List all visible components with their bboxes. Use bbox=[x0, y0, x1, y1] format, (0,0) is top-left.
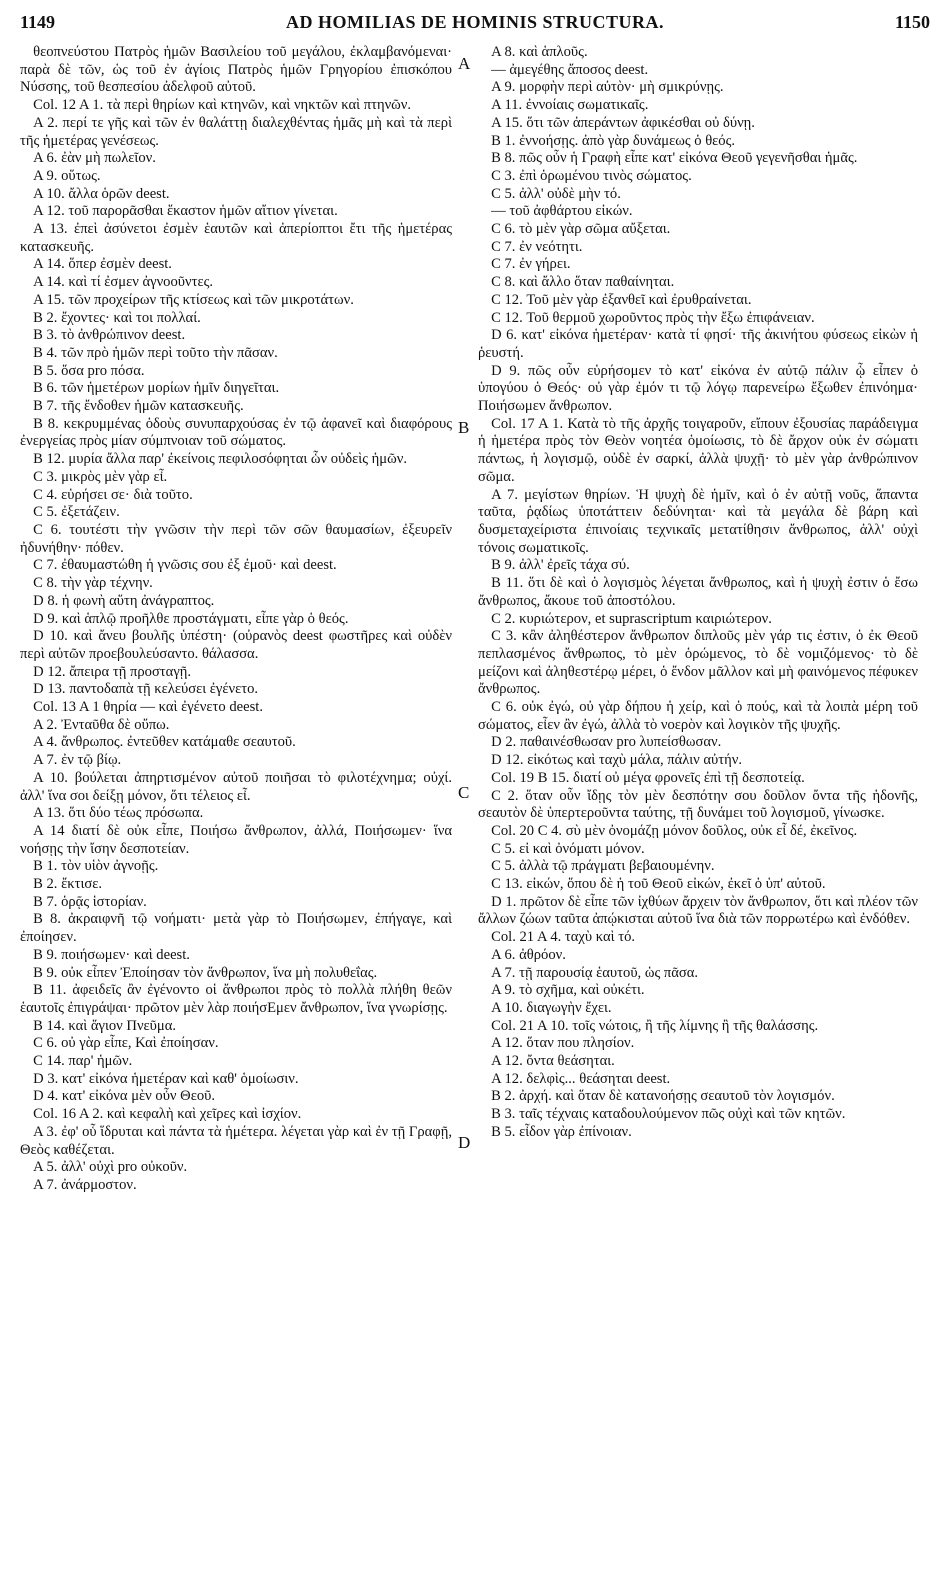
note-entry: B 11. ἀφειδεῖς ἂν ἐγένοντο οἱ ἄνθρωποι πρὸς τὸ πολλὰ πλήθη θεῶν ἑαυτοῖς ἐπιγράψαι· πρῶτον μὲν λὰρ ποιήσΕμεν ἄνθρωπον, ἵνα γνωρίσῃς. bbox=[20, 982, 452, 1016]
note-entry: Col. 16 A 2. καὶ κεφαλὴ καὶ χεῖρες καὶ ἰσχίον. bbox=[33, 1106, 302, 1123]
note-entry: A 10. βούλεται ἀπηρτισμένον αὐτοῦ ποιῆσαι τὸ φιλοτέχνημα; οὐχί. ἀλλ' ἵνα σοι δείξῃ μόνον, ὅτι τέλειος εἶ. bbox=[20, 769, 452, 804]
note-entry: A 9. μορφὴν περὶ αὐτὸν· μὴ σμικρύνῃς. bbox=[491, 79, 724, 96]
note-entry: Col. 21 A 4. ταχὺ καὶ τό. bbox=[491, 929, 636, 946]
note-entry: D 6. κατ' εἰκόνα ἡμετέραν· κατὰ τί φησί· τῆς ἀκινήτου φύσεως εἰκὼν ἡ ῥευστή. bbox=[478, 327, 918, 361]
note-entry: B 4. τῶν πρὸ ἡμῶν περὶ τοῦτο τὴν πᾶσαν. bbox=[33, 344, 278, 361]
note-entry: A 6. ἀθρόον. bbox=[491, 946, 566, 963]
note-entry: B 3. τὸ ἀνθρώπινον deest. bbox=[33, 327, 186, 344]
note-entry: D 12. εἰκότως καὶ ταχὺ μάλα, πάλιν αὐτήν. bbox=[491, 752, 742, 769]
note-entry: C 6. οὐ γὰρ εἶπε, Καὶ ἐποίησαν. bbox=[33, 1035, 219, 1052]
note-entry: Col. 20 C 4. σὺ μὲν ὀνομάζῃ μόνον δοῦλος, οὐκ εἶ δέ, ἐκεῖνος. bbox=[491, 822, 858, 839]
note-entry: A 7. τῇ παρουσίᾳ ἑαυτοῦ, ὡς πᾶσα. bbox=[491, 964, 699, 981]
note-entry: C 5. ἐξετάζειν. bbox=[33, 504, 120, 521]
margin-letter-a: A bbox=[458, 54, 471, 73]
note-entry: Col. 13 A 1 θηρία — καὶ ἐγένετο deest. bbox=[33, 699, 263, 716]
note-entry: B 1. ἐννοήσῃς. ἀπὸ γὰρ δυνάμεως ὁ θεός. bbox=[491, 132, 736, 149]
note-entry: C 6. οὐκ ἐγώ, οὐ γὰρ δήπου ἡ χείρ, καὶ ὁ πούς, καὶ τὰ λοιπὰ μέρη τοῦ σώματος, εἶεν ἂν ἐγώ, ἀλλὰ τὸ νοερὸν καὶ λογικὸν τῆς ψυχῆς. bbox=[478, 699, 918, 733]
note-entry: B 2. ἔκτισε. bbox=[33, 876, 103, 893]
page-number-right: 1150 bbox=[894, 12, 930, 32]
margin-letter-d: D bbox=[458, 1133, 471, 1152]
note-entry: C 6. τουτέστι τὴν γνῶσιν τὴν περὶ τῶν σῶν θαυμασίων, ἐξευρεῖν ἠδυνήθην· πόθεν. bbox=[20, 521, 452, 556]
note-entry: C 12. Τοῦ μὲν γὰρ ἐξανθεῖ καὶ ἐρυθραίνεται. bbox=[491, 291, 752, 308]
note-entry: C 3. ἐπὶ ὁρωμένου τινὸς σώματος. bbox=[491, 167, 692, 184]
note-entry: D 2. παθαινέσθωσαν pro λυπείσθωσαν. bbox=[491, 734, 722, 751]
running-title: AD HOMILIAS DE HOMINIS STRUCTURA. bbox=[285, 12, 665, 32]
note-entry: C 5. εἰ καὶ ὀνόματι μόνον. bbox=[491, 840, 645, 857]
note-entry: B 8. κεκρυμμένας ὁδοὺς συνυπαρχούσας ἐν τῷ ἀφανεῖ καὶ διαφόρους ἐνεργείας πρὸς μίαν σύμπνοιαν τοῦ σώματος. bbox=[20, 415, 452, 450]
note-entry: A 9. οὕτως. bbox=[33, 167, 101, 184]
note-entry: C 7. ἐν γήρει. bbox=[491, 256, 571, 273]
note-entry: D 13. παντοδαπὰ τῇ κελεύσει ἐγένετο. bbox=[33, 681, 259, 698]
note-entry: A 14. ὅπερ ἐσμὲν deest. bbox=[33, 256, 172, 273]
note-entry: D 1. πρῶτον δὲ εἶπε τῶν ἰχθύων ἄρχειν τὸν ἄνθρωπον, ὅτι καὶ πλέον τῶν ἄλλων ζώων ταῦτα ἀπῴκισται αὐτοῦ ἵνα διὰ τῶν πορρωτέρω καὶ ἐνδόθεν. bbox=[478, 893, 918, 928]
note-entry: — τοῦ ἀφθάρτου εἰκών. bbox=[491, 203, 633, 220]
note-entry: A 12. δελφὶς... θεάσηται deest. bbox=[491, 1070, 671, 1087]
note-entry: A 10. διαγωγὴν ἔχει. bbox=[491, 999, 612, 1016]
note-entry: D 3. κατ' εἰκόνα ἡμετέραν καὶ καθ' ὁμοίωσιν. bbox=[33, 1070, 299, 1087]
note-entry: B 5. ὅσα pro πόσα. bbox=[33, 362, 145, 379]
note-entry: B 12. μυρία ἄλλα παρ' ἐκείνοις πεφιλοσόφηται ὧν οὐδεὶς ἡμῶν. bbox=[33, 451, 407, 468]
note-entry: B 7. ὁρᾷς ἱστορίαν. bbox=[33, 893, 147, 910]
note-entry: B 5. εἶδον γὰρ ἐπίνοιαν. bbox=[491, 1123, 632, 1140]
note-entry: A 7. ἐν τῷ βίῳ. bbox=[33, 752, 122, 769]
note-entry: C 5. ἀλλ' οὐδὲ μὴν τό. bbox=[491, 185, 621, 202]
note-entry: A 13. ὅτι δύο τέως πρόσωπα. bbox=[33, 805, 204, 822]
margin-letter-b: B bbox=[458, 418, 470, 437]
note-entry: A 12. ὄντα θεάσηται. bbox=[491, 1053, 615, 1070]
note-entry: θεοπνεύστου Πατρὸς ἡμῶν Βασιλείου τοῦ μεγάλου, ἐκλαμβανόμεναι· παρὰ δὲ τῶν, ὡς τοῦ ἐν ἁγίοις Πατρὸς ἡμῶν Γρηγορίου ἐπισκόπου Νύσσης, τοῦ θεσπεσίου ἀδελφοῦ αὐτοῦ. bbox=[20, 44, 452, 96]
note-entry: B 9. οὐκ εἶπεν Ἐποίησαν τὸν ἄνθρωπον, ἵνα μὴ πολυθεΐας. bbox=[33, 964, 378, 981]
note-entry: A 7. μεγίστων θηρίων. Ἡ ψυχὴ δὲ ἡμῖν, καὶ ὁ ἐν αὐτῇ νοῦς, ἅπαντα ταῦτα, ῥᾳδίως ὑποτάττειν δεδύνηται· καὶ τὰ μεγάλα δὲ βάρη καὶ δυσμεταχείριστα ἐπινοίαις τεχνικαῖς μετατίθησιν ἄνθρωπος, ἀλλ' οὐχὶ τόνοις σωματικοῖς. bbox=[478, 486, 918, 556]
note-entry: A 12. ὅταν που πλησίον. bbox=[491, 1035, 635, 1052]
note-entry: C 14. παρ' ἡμῶν. bbox=[33, 1053, 133, 1070]
note-entry: — ἀμεγέθης ἄποσος deest. bbox=[491, 61, 649, 78]
note-entry: C 3. κἂν ἀληθέστερον ἄνθρωπον διπλοῦς μὲν γάρ τις ἐστιν, ὁ ἐκ Θεοῦ πεπλασμένος ἄνθρωπος, τὸ μὲν ὁρώμενος, τὸ δὲ νομιζόμενος· τὸ δὲ μείζονι καὶ ἀληθεστέρῳ μέρει, ὁ ἔνδον μᾶλλον καὶ μὴ φαινόμενος πέφυκεν ἄνθρωπος. bbox=[478, 628, 918, 698]
note-entry: A 13. ἐπεὶ ἀσύνετοι ἐσμὲν ἑαυτῶν καὶ ἀπερίοπτοι ἔτι τῆς ἡμετέρας κατασκευῆς. bbox=[20, 221, 452, 255]
note-entry: A 9. τὸ σχῆμα, καὶ οὐκέτι. bbox=[491, 982, 645, 999]
note-entry: A 15. ὅτι τῶν ἀπεράντων ἀφικέσθαι οὐ δύνῃ. bbox=[491, 114, 755, 131]
note-entry: B 7. τῆς ἔνδοθεν ἡμῶν κατασκευῆς. bbox=[33, 398, 244, 415]
note-entry: C 7. ἐθαυμαστώθη ἡ γνῶσις σου ἐξ ἐμοῦ· καὶ deest. bbox=[33, 557, 337, 574]
note-entry: A 15. τῶν προχείρων τῆς κτίσεως καὶ τῶν μικροτάτων. bbox=[33, 291, 354, 308]
note-entry: B 8. πῶς οὖν ἡ Γραφὴ εἶπε κατ' εἰκόνα Θεοῦ γεγενῆσθαι ἡμᾶς. bbox=[491, 150, 858, 167]
note-entry: Col. 17 A 1. Κατὰ τὸ τῆς ἀρχῆς τοιγαροῦν, εἴπουν ἐξουσίας παράδειγμα ἡ ἡμετέρα πρὸς τὸν Θεὸν νοητέα ὁμοίωσις, τὸ δὲ ἄρχον οὐκ ἐν σώματι πάντως, ἡ λογισμῷ, οὐδὲ ἐν σαρκί, ἀλλὰ ψυχῇ· τὸ μὲν γὰρ ἀνθρώπινον σῶμα. bbox=[478, 415, 918, 485]
note-entry: A 5. ἀλλ' οὐχὶ pro οὐκοῦν. bbox=[33, 1159, 188, 1176]
left-column bbox=[20, 44, 452, 1195]
note-entry: Col. 12 A 1. τὰ περὶ θηρίων καὶ κτηνῶν, καὶ νηκτῶν καὶ πτηνῶν. bbox=[33, 97, 412, 114]
note-entry: A 3. ἐφ' οὗ ἵδρυται καὶ πάντα τὰ ἡμέτερα. λέγεται γὰρ καὶ ἐν τῇ Γραφῇ, Θεὸς καθέζεται. bbox=[20, 1123, 452, 1158]
note-entry: D 4. κατ' εἰκόνα μὲν οὖν Θεοῦ. bbox=[33, 1088, 216, 1105]
note-entry: B 8. ἀκραιφνῆ τῷ νοήματι· μετὰ γὰρ τὸ Ποιήσωμεν, ἐπήγαγε, καὶ ἐποίησεν. bbox=[20, 911, 452, 946]
note-entry: C 8. καὶ ἄλλο ὅταν παθαίνηται. bbox=[491, 274, 675, 291]
note-entry: D 9. πῶς οὖν εὑρήσομεν τὸ κατ' εἰκόνα ἐν αὐτῷ πάλιν ᾧ εἶπεν ὁ ὑπογύου ὁ Θεός· οὐ γὰρ ἐμόν τι τῷ λόγῳ παρενείρω ἔξωθεν ἐπινόημα· Ποιήσωμεν ἄνθρωπον. bbox=[478, 362, 918, 415]
note-entry: B 14. καὶ ἅγιον Πνεῦμα. bbox=[33, 1017, 177, 1034]
note-entry: B 6. τῶν ἡμετέρων μορίων ἡμῖν διηγεῖται. bbox=[33, 380, 280, 397]
note-entry: A 10. ἄλλα ὁρῶν deest. bbox=[33, 185, 170, 202]
note-entry: A 11. ἐννοίαις σωματικαῖς. bbox=[491, 97, 649, 114]
note-entry: A 7. ἀνάρμοστον. bbox=[33, 1177, 137, 1193]
note-entry: C 13. εἰκών, ὅπου δὲ ἡ τοῦ Θεοῦ εἰκών, ἐκεῖ ὁ ὑπ' αὐτοῦ. bbox=[491, 876, 826, 893]
note-entry: B 9. ἀλλ' ἐρεῖς τάχα σύ. bbox=[491, 557, 630, 574]
note-entry: Col. 21 A 10. τοῖς νώτοις, ἢ τῆς λίμνης ἢ τῆς θαλάσσης. bbox=[491, 1017, 819, 1034]
note-entry: D 12. ἄπειρα τῇ προσταγῇ. bbox=[33, 663, 192, 680]
note-entry: C 3. μικρὸς μὲν γὰρ εἶ. bbox=[33, 468, 168, 485]
note-entry: A 14. καὶ τί ἐσμεν ἀγνοοῦντες. bbox=[33, 274, 214, 291]
note-entry: Col. 19 B 15. διατί οὐ μέγα φρονεῖς ἐπὶ τῇ δεσποτείᾳ. bbox=[491, 769, 805, 786]
note-entry: D 9. καὶ ἁπλῷ προῆλθε προστάγματι, εἶπε γὰρ ὁ θεός. bbox=[33, 610, 349, 627]
note-entry: C 7. ἐν νεότητι. bbox=[491, 238, 583, 255]
note-entry: A 12. τοῦ παρορᾶσθαι ἕκαστον ἡμῶν αἴτιον γίνεται. bbox=[33, 203, 338, 220]
note-entry: C 6. τὸ μὲν γὰρ σῶμα αὔξεται. bbox=[491, 221, 671, 238]
note-entry: B 2. ἀρχή. καὶ ὅταν δὲ κατανοήσῃς σεαυτοῦ τὸν λογισμόν. bbox=[491, 1088, 835, 1105]
note-entry: C 2. ὅταν οὖν ἴδῃς τὸν μὲν δεσπότην σου δοῦλον ὄντα τῆς ἡδονῆς, σεαυτὸν δὲ ὑπερτεροῦντα ταύτης, τῇ δυνάμει τοῦ λογισμοῦ, γίνωσκε. bbox=[478, 787, 918, 822]
note-entry: A 6. ἐὰν μὴ πωλεῖον. bbox=[33, 150, 156, 167]
note-entry: A 2. περί τε γῆς καὶ τῶν ἐν θαλάττῃ διαλεχθέντας ἡμᾶς μὴ καὶ τὰ περὶ τῆς ἡμετέρας γενέσεως. bbox=[20, 114, 452, 149]
note-entry: A 4. ἄνθρωπος. ἐντεῦθεν κατάμαθε σεαυτοῦ. bbox=[33, 734, 296, 751]
note-entry: B 9. ποιήσωμεν· καὶ deest. bbox=[33, 946, 190, 963]
page-number-left: 1149 bbox=[20, 12, 56, 32]
note-entry: C 12. Τοῦ θερμοῦ χωροῦντος πρὸς τὴν ἔξω ἐπιφάνειαν. bbox=[491, 309, 815, 326]
note-entry: B 2. ἔχοντες· καὶ τοι πολλαί. bbox=[33, 309, 201, 326]
note-entry: A 2. Ἐνταῦθα δὲ οὔπω. bbox=[33, 716, 170, 733]
margin-letter-c: C bbox=[458, 783, 470, 802]
note-entry: A 14 διατί δὲ οὐκ εἶπε, Ποιήσω ἄνθρωπον, ἀλλά, Ποιήσωμεν· ἵνα νοήσῃς τὴν ἴσην δεσποτείαν. bbox=[20, 822, 452, 857]
note-entry: C 2. κυριώτερον, et suprascriptum καιριώτερον. bbox=[491, 610, 772, 627]
note-entry: C 5. ἀλλὰ τῷ πράγματι βεβαιουμένην. bbox=[491, 858, 715, 875]
right-column bbox=[478, 44, 918, 1142]
note-entry: C 8. τὴν γὰρ τέχνην. bbox=[33, 575, 153, 592]
note-entry: D 8. ἡ φωνὴ αὕτη ἀνάγραπτος. bbox=[33, 592, 215, 609]
note-entry: B 1. τὸν υἱὸν ἀγνοῇς. bbox=[33, 858, 159, 875]
note-entry: D 10. καὶ ἄνευ βουλῆς ὑπέστη· (οὐρανὸς deest φωστῆρες καὶ οὐδὲν περὶ αὐτῶν προεβουλεύσαντο. θάλασσα. bbox=[20, 628, 452, 662]
note-entry: A 8. καὶ ἁπλοῦς. bbox=[491, 44, 588, 60]
note-entry: C 4. εὑρήσει σε· διὰ τοῦτο. bbox=[33, 486, 193, 503]
note-entry: B 3. ταῖς τέχναις καταδουλούμενον πῶς οὐχὶ καὶ τῶν κητῶν. bbox=[491, 1106, 846, 1123]
page-header bbox=[20, 12, 930, 38]
note-entry: B 11. ὅτι δὲ καὶ ὁ λογισμὸς λέγεται ἄνθρωπος, καὶ ἡ ψυχὴ ἐστιν ὁ ἔσω ἄνθρωπος, ἄκουε τοῦ ἀποστόλου. bbox=[478, 575, 918, 609]
